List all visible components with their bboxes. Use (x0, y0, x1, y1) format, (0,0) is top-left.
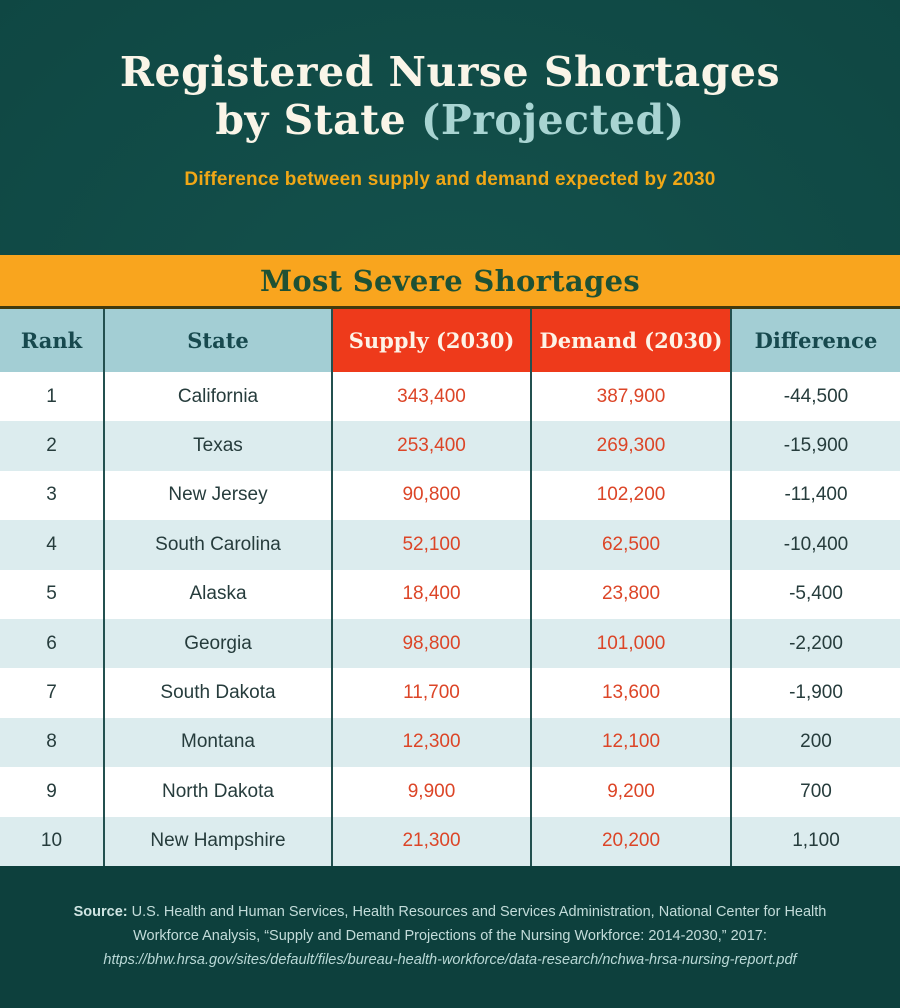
section-banner-title: Most Severe Shortages (260, 263, 640, 298)
rank-cell: 7 (0, 668, 105, 717)
state-cell: Montana (105, 718, 333, 767)
demand-cell: 12,100 (532, 718, 732, 767)
rank-cell: 1 (0, 372, 105, 421)
difference-cell: -15,900 (783, 435, 849, 457)
title-line1: Registered Nurse Shortages (119, 48, 781, 96)
section-banner (0, 255, 900, 309)
difference-cell: -11,400 (784, 484, 848, 506)
supply-cell: 253,400 (333, 421, 532, 470)
table-row (0, 668, 900, 717)
demand-cell: 62,500 (532, 520, 732, 569)
title-accent: (Projected) (421, 95, 685, 144)
demand-cell: 101,000 (532, 619, 732, 668)
difference-cell: 200 (800, 731, 832, 753)
difference-cell: -1,900 (789, 682, 843, 704)
state-cell: California (105, 372, 333, 421)
column-header-state: State (105, 309, 333, 372)
source-citation (65, 900, 835, 948)
source-label: Source: (73, 903, 128, 920)
demand-cell: 13,600 (532, 668, 732, 717)
rank-cell: 10 (0, 817, 105, 866)
table-row (0, 619, 900, 668)
demand-cell: 9,200 (532, 767, 732, 816)
state-cell: Texas (105, 421, 333, 470)
supply-cell: 21,300 (333, 817, 532, 866)
table-row (0, 372, 900, 421)
rank-cell: 9 (0, 767, 105, 816)
rank-cell: 8 (0, 718, 105, 767)
state-cell: South Carolina (105, 520, 333, 569)
source-text: U.S. Health and Human Services, Health Resources and Services Administration, National Center for Health Workforce Analysis, “Supply and Demand Projections of the Nursing Workforce: 2014-2030,” 2017: (127, 903, 827, 944)
difference-cell: -44,500 (783, 385, 849, 407)
difference-cell: -10,400 (783, 533, 849, 555)
table-row (0, 471, 900, 520)
source-url: https://bhw.hrsa.gov/sites/default/files/bureau-health-workforce/data-research/nchwa-hrsa-nursing-report.pdf (103, 952, 797, 969)
difference-cell: 1,100 (792, 830, 840, 852)
difference-cell: -2,200 (789, 632, 843, 654)
column-header-supply: Supply (2030) (333, 309, 532, 372)
table-body (0, 372, 900, 866)
table-row (0, 421, 900, 470)
table-row (0, 767, 900, 816)
header-section (0, 0, 900, 255)
table-row (0, 520, 900, 569)
rank-cell: 3 (0, 471, 105, 520)
supply-cell: 12,300 (333, 718, 532, 767)
rank-cell: 6 (0, 619, 105, 668)
state-cell: North Dakota (105, 767, 333, 816)
state-cell: Alaska (105, 570, 333, 619)
demand-cell: 387,900 (532, 372, 732, 421)
column-header-demand: Demand (2030) (532, 309, 732, 372)
rank-cell: 5 (0, 570, 105, 619)
state-cell: New Jersey (105, 471, 333, 520)
demand-cell: 23,800 (532, 570, 732, 619)
supply-cell: 90,800 (333, 471, 532, 520)
supply-cell: 343,400 (333, 372, 532, 421)
column-header-rank: Rank (0, 309, 105, 372)
table-header-row (0, 309, 900, 372)
state-cell: Georgia (105, 619, 333, 668)
demand-cell: 20,200 (532, 817, 732, 866)
demand-cell: 269,300 (532, 421, 732, 470)
table-row (0, 718, 900, 767)
supply-cell: 18,400 (333, 570, 532, 619)
difference-cell: -5,400 (789, 583, 843, 605)
state-cell: New Hampshire (105, 817, 333, 866)
difference-cell: 700 (800, 780, 832, 802)
page-subtitle: Difference between supply and demand expected by 2030 (184, 169, 716, 191)
supply-cell: 98,800 (333, 619, 532, 668)
table-row (0, 570, 900, 619)
state-cell: South Dakota (105, 668, 333, 717)
page-title (0, 0, 900, 144)
column-header-difference: Difference (732, 309, 900, 372)
supply-cell: 11,700 (333, 668, 532, 717)
title-line2: by State (215, 95, 422, 144)
supply-cell: 52,100 (333, 520, 532, 569)
rank-cell: 4 (0, 520, 105, 569)
table-row (0, 817, 900, 866)
rank-cell: 2 (0, 421, 105, 470)
supply-cell: 9,900 (333, 767, 532, 816)
demand-cell: 102,200 (532, 471, 732, 520)
footer-section (0, 866, 900, 1008)
